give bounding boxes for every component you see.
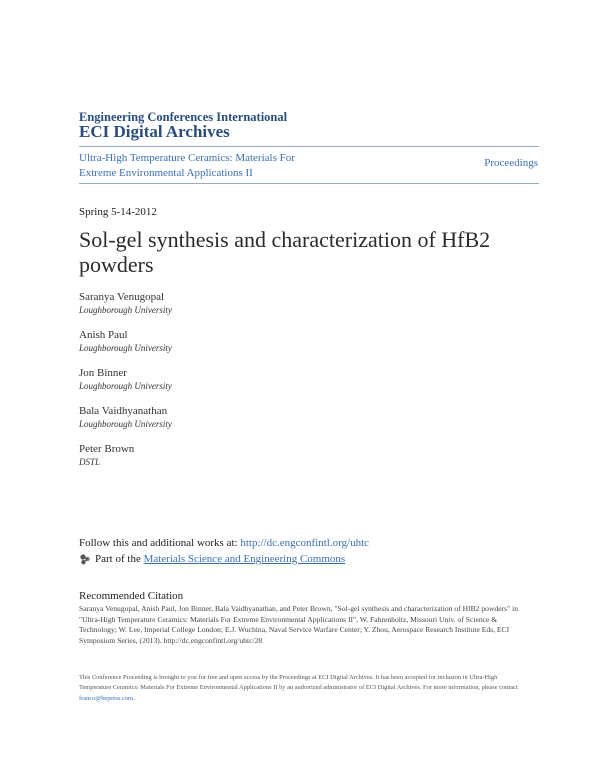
recommended-citation xyxy=(79,604,524,646)
commons-link[interactable]: Materials Science and Engineering Commons xyxy=(143,553,346,565)
citation-text: Saranya Venugopal, Anish Paul, Jon Binner, Bala Vaidhyanathan, and Peter Brown, "Sol-gel synthesis and characterization of HfB2 powders" in "Ultra-High Temperature Ceramics: Materials For Extreme Environmental Applications II", W. Fahrenholtz, Missouri Univ. of Science & Technology; W. Lee, Imperial College London; E.J. Wuchina, Naval Service Warfare Center; Y. Zhou, Aerospace Research Institute Eds, ECI Symposium Series, (2013). xyxy=(79,604,519,645)
author-affiliation: DSTL xyxy=(79,457,101,467)
notice-end: . xyxy=(132,694,135,702)
org-name: Engineering Conferences International xyxy=(79,110,288,124)
recommended-citation-heading: Recommended Citation xyxy=(79,590,184,602)
collection-link[interactable]: Ultra-High Temperature Ceramics: Materials For Extreme Environmental Applications II xyxy=(79,152,295,179)
author-affiliation: Loughborough University xyxy=(79,419,172,429)
partof-line xyxy=(79,553,345,565)
author-name: Saranya Venugopal xyxy=(79,291,165,303)
network-commons-icon xyxy=(79,553,91,565)
author-entry xyxy=(79,290,519,328)
author-entry xyxy=(79,366,519,404)
follow-text: Follow this and additional works at: xyxy=(79,537,241,549)
follow-line xyxy=(79,537,369,549)
author-entry xyxy=(79,442,519,480)
publication-date: Spring 5-14-2012 xyxy=(79,206,157,218)
author-list xyxy=(79,290,519,480)
author-name: Anish Paul xyxy=(79,329,128,341)
follow-link[interactable]: http://dc.engconfintl.org/uhtc xyxy=(240,537,370,549)
author-entry xyxy=(79,328,519,366)
author-entry xyxy=(79,404,519,442)
author-affiliation: Loughborough University xyxy=(79,381,172,391)
series-link[interactable]: Proceedings xyxy=(484,157,538,169)
citation-link[interactable]: http://dc.engconfintl.org/uhtc/28 xyxy=(163,635,263,645)
author-affiliation: Loughborough University xyxy=(79,305,172,315)
author-name: Jon Binner xyxy=(79,367,127,379)
partof-text: Part of the xyxy=(95,553,141,565)
header-rule-top xyxy=(79,146,539,147)
header-rule-bottom xyxy=(79,183,539,184)
notice-text: This Conference Proceeding is brought to you for free and open access by the Proceedings at ECI Digital Archives. It has been accepted for inclusion in Ultra-High Temperature Ceramics: Materials For Extreme Environmental Applications II by an authorized administrator of ECI Digital Archives. For more information, please contact xyxy=(79,674,518,692)
contact-email-link[interactable]: franco@bepress.com xyxy=(79,694,133,702)
paper-title: Sol-gel synthesis and characterization of HfB2 powders xyxy=(79,227,491,277)
author-affiliation: Loughborough University xyxy=(79,343,172,353)
author-name: Bala Vaidhyanathan xyxy=(79,405,168,417)
access-notice xyxy=(79,673,524,704)
author-name: Peter Brown xyxy=(79,443,135,455)
archives-title[interactable]: ECI Digital Archives xyxy=(79,122,230,141)
